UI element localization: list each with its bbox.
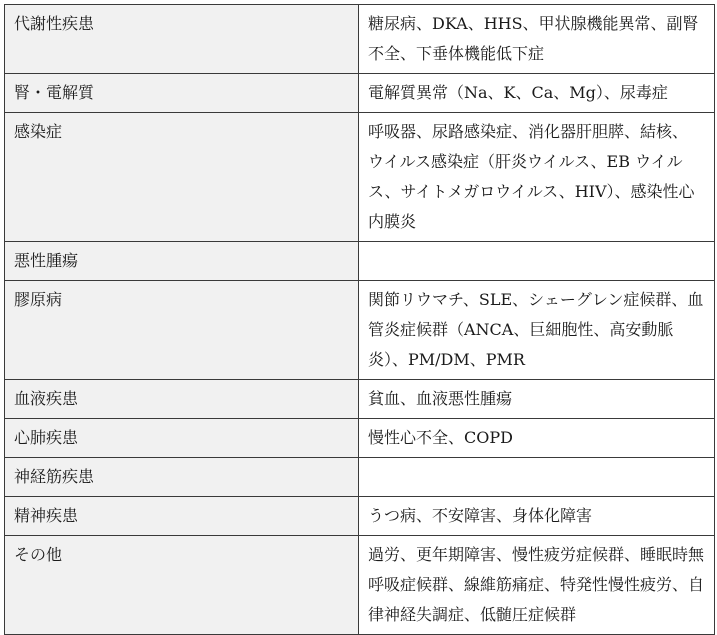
table-row-cardiopulmonary: [5, 419, 715, 458]
table-row-hematologic: [5, 380, 715, 419]
table-row-infection: [5, 113, 715, 242]
category-cell: 代謝性疾患: [5, 5, 359, 74]
items-cell: 慢性心不全、COPD: [359, 419, 715, 458]
category-cell: 腎・電解質: [5, 74, 359, 113]
items-cell: 電解質異常（Na、K、Ca、Mg）、尿毒症: [359, 74, 715, 113]
table-row-neuromuscular: [5, 458, 715, 497]
category-cell: 膠原病: [5, 281, 359, 380]
category-cell: 精神疾患: [5, 497, 359, 536]
items-cell: 過労、更年期障害、慢性疲労症候群、睡眠時無呼吸症候群、線維筋痛症、特発性慢性疲労、自律神経失調症、低髄圧症候群: [359, 536, 715, 635]
items-cell: [359, 458, 715, 497]
table-row-other: [5, 536, 715, 635]
category-cell: 心肺疾患: [5, 419, 359, 458]
items-cell: 貧血、血液悪性腫瘍: [359, 380, 715, 419]
table-row-psychiatric: [5, 497, 715, 536]
items-cell: 呼吸器、尿路感染症、消化器肝胆膵、結核、ウイルス感染症（肝炎ウイルス、EB ウイルス、サイトメガロウイルス、HIV）、感染性心内膜炎: [359, 113, 715, 242]
category-cell: 悪性腫瘍: [5, 242, 359, 281]
table-row-collagen: [5, 281, 715, 380]
category-cell: 血液疾患: [5, 380, 359, 419]
disease-table: [4, 4, 715, 635]
table-row-renal: [5, 74, 715, 113]
items-cell: 糖尿病、DKA、HHS、甲状腺機能異常、副腎不全、下垂体機能低下症: [359, 5, 715, 74]
items-cell: うつ病、不安障害、身体化障害: [359, 497, 715, 536]
table-row-malignancy: [5, 242, 715, 281]
category-cell: 神経筋疾患: [5, 458, 359, 497]
category-cell: その他: [5, 536, 359, 635]
table-row-metabolic: [5, 5, 715, 74]
items-cell: [359, 242, 715, 281]
items-cell: 関節リウマチ、SLE、シェーグレン症候群、血管炎症候群（ANCA、巨細胞性、高安動脈炎）、PM/DM、PMR: [359, 281, 715, 380]
category-cell: 感染症: [5, 113, 359, 242]
